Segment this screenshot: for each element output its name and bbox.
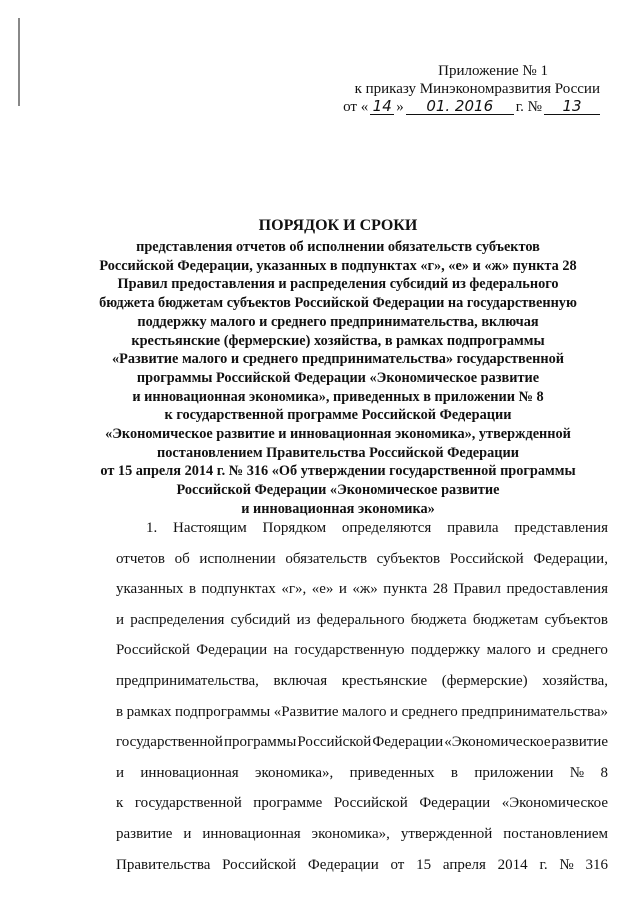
paragraph-line: в рамках подпрограммы «Развитие малого и среднего предпринимательства»: [116, 703, 608, 720]
subtitle-line: крестьянские (фермерские) хозяйства, в рамках подпрограммы: [131, 332, 545, 349]
subtitle-line: к государственной программе Российской Федерации: [164, 407, 512, 424]
paragraph-line: указанных в подпунктах «г», «е» и «ж» пункта 28 Правил предоставления: [116, 581, 608, 598]
paragraph-line: развитие и инновационная экономика», утвержденной постановлением: [116, 825, 608, 842]
document-subtitle: [60, 238, 616, 519]
document-title-block: [60, 216, 616, 519]
paragraph-1: [116, 513, 608, 880]
subtitle-line: Российской Федерации, указанных в подпунктах «г», «е» и «ж» пункта 28: [99, 257, 577, 274]
handwritten-order-number: 13: [544, 98, 600, 115]
subtitle-line: Российской Федерации «Экономическое развитие: [176, 482, 500, 499]
paragraph-line: государственной программы Российской Федерации «Экономическое развитие: [116, 734, 608, 751]
paragraph-line: Правительства Российской Федерации от 15 апреля 2014 г. № 316: [116, 856, 608, 873]
paragraph-line: к государственной программе Российской Федерации «Экономическое: [116, 795, 608, 812]
paragraph-line: отчетов об исполнении обязательств субъектов Российской Федерации,: [116, 550, 608, 567]
paragraph-line: предпринимательства, включая крестьянские (фермерские) хозяйства,: [116, 672, 608, 689]
subtitle-line: «Развитие малого и среднего предпринимательства» государственной: [112, 351, 564, 368]
subtitle-line: программы Российской Федерации «Экономическое развитие: [136, 369, 540, 386]
date-prefix: от «: [343, 99, 369, 115]
subtitle-line: «Экономическое развитие и инновационная экономика», утвержденной: [105, 426, 571, 443]
annex-header: [340, 62, 600, 116]
handwritten-day: 14: [370, 98, 394, 115]
subtitle-line: бюджета бюджетам субъектов Российской Федерации на государственную: [99, 295, 577, 312]
date-mid: »: [396, 99, 404, 115]
subtitle-line: постановлением Правительства Российской Федерации: [157, 444, 519, 461]
scan-margin-mark: [18, 18, 20, 106]
annex-date-line: [340, 98, 600, 116]
subtitle-line: и инновационная экономика», приведенных в приложении № 8: [132, 388, 544, 405]
paragraph-line: и распределения субсидий из федерального бюджета бюджетам субъектов: [116, 611, 608, 628]
subtitle-line: поддержку малого и среднего предпринимательства, включая: [137, 313, 539, 330]
date-suffix: г. №: [515, 99, 542, 115]
subtitle-line: от 15 апреля 2014 г. № 316 «Об утверждении государственной программы: [100, 463, 576, 480]
paragraph-line: и инновационная экономика», приведенных в приложении № 8: [116, 764, 608, 781]
annex-title: Приложение № 1: [438, 63, 548, 79]
subtitle-line: представления отчетов об исполнении обязательств субъектов: [136, 239, 540, 255]
paragraph-line: 1. Настоящим Порядком определяются правила представления: [146, 520, 608, 536]
document-title: ПОРЯДОК И СРОКИ: [258, 217, 418, 234]
handwritten-month-year: 01. 2016: [406, 98, 514, 115]
paragraph-line: Российской Федерации на государственную поддержку малого и среднего: [116, 642, 608, 659]
annex-order-ref: к приказу Минэкономразвития России: [354, 81, 600, 97]
subtitle-line: Правил предоставления и распределения субсидий из федерального: [117, 276, 559, 293]
subtitle-line: и инновационная экономика»: [241, 500, 435, 517]
